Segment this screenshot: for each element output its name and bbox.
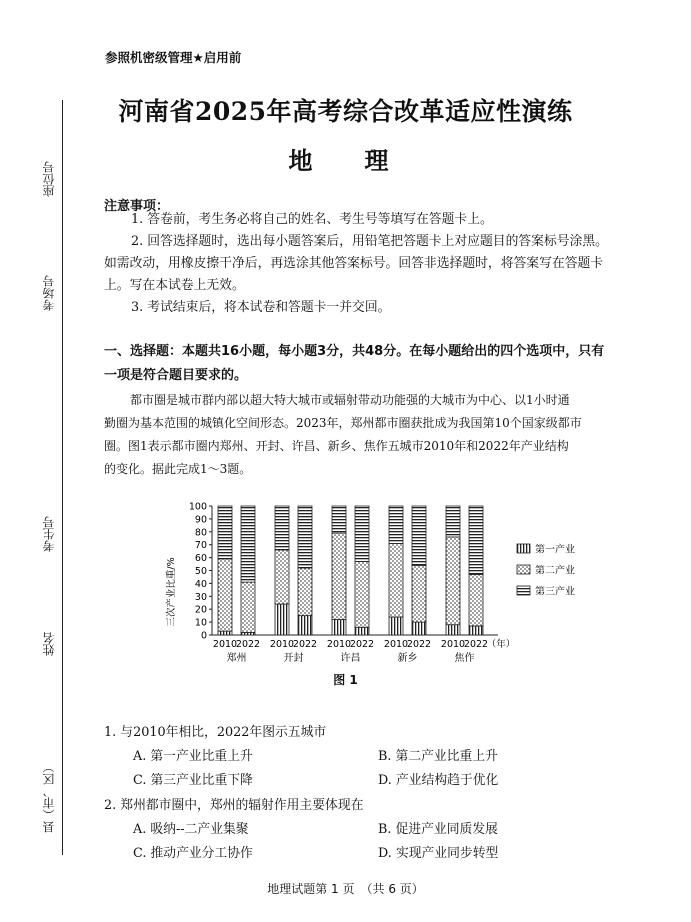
city-label: 开封 [283,653,304,664]
legend-label: 第三产业 [535,586,575,598]
y-tick-label: 30 [194,591,207,603]
note-item-2-cont: 如需改动，用橡皮擦干净后，再选涂其他答案标号。回答非选择题时，将答案写在答题卡 [104,256,604,271]
bar-segment [275,604,289,635]
question-2-option-b[interactable]: B. 促进产业同质发展 [378,822,498,837]
bar-segment [389,543,403,617]
bar-segment [355,627,369,635]
y-tick-label: 60 [194,553,207,565]
x-tick-label: 2010 [212,639,238,650]
bar-segment [332,506,346,533]
question-1-option-a[interactable]: A. 第一产业比重上升 [133,749,253,764]
exam-room-label: 考场号 [42,272,58,314]
section-header: 一、选择题：本题共16小题，每小题3分，共48分。在每小题给出的四个选项中，只有 一项是符合题目要求的。 [104,344,605,383]
x-tick-label: 2010 [269,639,295,650]
bar-segment [332,533,346,619]
question-1-stem: 1. 与2010年相比，2022年图示五城市 [104,725,327,740]
page-footer: 地理试题第 1 页 （共 6 页） [267,882,424,896]
y-tick-label: 70 [194,540,207,552]
material-paragraph: 都市圈是城市群内部以超大特大城市或辐射带动功能强的大城市为中心、以1小时通 勤圈为基本范围的城镇化空间形态。2023年，郑州都市圈获批成为我国第10个国家级都市 圈。图1表示都市圈内郑州、开封、许昌、新乡、焦作五城市2010年和2022年产业结构 的变化。据此完成1～3题。 [104,393,582,476]
legend-swatch [517,544,530,553]
note-item-2-end: 上。写在本试卷上无效。 [104,278,245,293]
bar-segment [298,506,312,568]
bar-segment [332,620,346,635]
x-tick-label: 2022 [463,639,489,650]
confidential-label: 参照机密级管理★启用前 [105,50,242,65]
x-tick-label: 2010 [383,639,409,650]
bar-segment [412,622,426,635]
x-tick-label: 2022 [349,639,375,650]
x-axis-label: （年） [486,639,516,650]
bar-segment [469,626,483,635]
note-item-2: 2. 回答选择题时，选出每小题答案后，用铅笔把答题卡上对应题目的答案标号涂黑。 [131,234,608,249]
question-2-option-d[interactable]: D. 实现产业同步转型 [378,846,499,861]
y-tick-label: 80 [194,527,207,539]
bar-segment [298,616,312,635]
question-1-option-c[interactable]: C. 第三产业比重下降 [133,773,253,788]
bar-segment [446,537,460,625]
x-tick-label: 2022 [292,639,318,650]
note-item-3: 3. 考试结束后，将本试卷和答题卡一并交回。 [131,300,391,315]
bar-segment [446,506,460,537]
question-1-option-d[interactable]: D. 产业结构趋于优化 [378,773,499,788]
bar-segment [218,506,232,559]
y-tick-label: 10 [194,617,207,629]
bar-segment [389,506,403,543]
y-axis-label: 三次产业比重/% [166,557,177,627]
bar-segment [412,565,426,622]
legend-swatch [517,586,530,595]
subject-title: 地 理 [288,146,403,175]
y-tick-label: 90 [194,514,207,526]
bar-segment [355,561,369,627]
legend-swatch [517,565,530,574]
exam-title: 河南省2025年高考综合改革适应性演练 [118,97,573,126]
question-1-option-b[interactable]: B. 第二产业比重上升 [378,749,498,764]
y-tick-label: 100 [188,501,207,513]
binding-line [62,100,63,855]
question-2-option-a[interactable]: A. 吸纳--二产业集聚 [133,822,249,837]
y-tick-label: 40 [194,578,207,590]
candidate-number-label: 考生号 [42,513,58,555]
bar-segment [298,568,312,616]
bar-segment [469,506,483,574]
notes-title: 注意事项： [104,199,170,214]
city-label: 郑州 [226,653,247,664]
figure-caption: 图 1 [333,673,358,687]
bar-segment [446,625,460,635]
bar-segment [469,574,483,626]
county-label: 县（市、区） [42,758,58,836]
x-tick-label: 2010 [440,639,466,650]
city-label: 许昌 [340,653,361,664]
legend-label: 第二产业 [535,565,575,577]
seat-number-label: 座位号 [42,158,58,200]
bar-segment [412,506,426,565]
x-tick-label: 2010 [326,639,352,650]
bar-segment [355,506,369,561]
x-tick-label: 2022 [235,639,261,650]
bar-segment [218,559,232,631]
x-tick-label: 2022 [406,639,432,650]
city-label: 焦作 [454,653,475,664]
legend-label: 第一产业 [535,544,575,556]
bar-segment [389,617,403,635]
bar-segment [275,506,289,550]
bar-segment [241,582,255,632]
bar-segment [241,506,255,582]
city-label: 新乡 [397,653,418,664]
industry-structure-chart [160,492,575,692]
question-2-stem: 2. 郑州都市圈中，郑州的辐射作用主要体现在 [104,798,364,813]
bar-segment [218,631,232,635]
y-tick-label: 50 [194,566,207,577]
y-tick-label: 0 [200,630,207,642]
name-label: 姓名 [42,629,58,659]
question-2-option-c[interactable]: C. 推动产业分工协作 [133,846,253,861]
note-item-1: 1. 答卷前，考生务必将自己的姓名、考生号等填写在答题卡上。 [131,212,493,227]
y-tick-label: 20 [194,604,207,616]
bar-segment [275,550,289,604]
